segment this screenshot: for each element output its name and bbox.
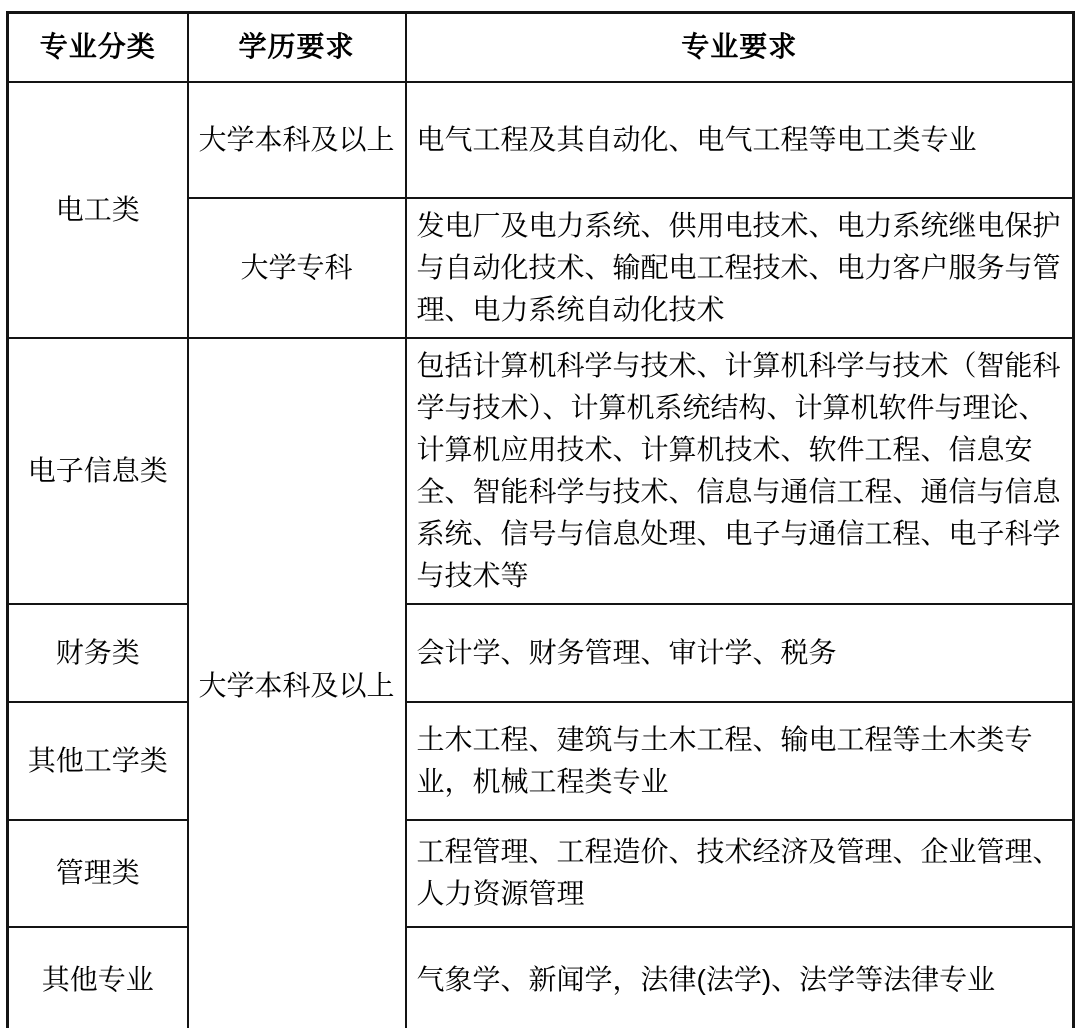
- table-row: [8, 82, 1074, 198]
- table-row: [8, 927, 1074, 1028]
- category-cell-management: 管理类: [8, 820, 188, 927]
- majors-cell-other-engineering: 土木工程、建筑与土木工程、输电工程等土木类专业，机械工程类专业: [406, 702, 1074, 820]
- majors-cell-finance: 会计学、财务管理、审计学、税务: [406, 604, 1074, 702]
- col-header-category: 专业分类: [8, 13, 188, 82]
- col-header-majors: 专业要求: [406, 13, 1074, 82]
- table-row: [8, 702, 1074, 820]
- col-header-education: 学历要求: [188, 13, 406, 82]
- majors-cell-other-majors: 气象学、新闻学，法律(法学)、法学等法律专业: [406, 927, 1074, 1028]
- category-cell-electrical: 电工类: [8, 82, 188, 338]
- category-cell-other-majors: 其他专业: [8, 927, 188, 1028]
- header-row: [8, 13, 1074, 82]
- education-cell-bachelor: 大学本科及以上: [188, 82, 406, 198]
- table-row: [8, 604, 1074, 702]
- majors-cell-electrical-college: 发电厂及电力系统、供用电技术、电力系统继电保护与自动化技术、输配电工程技术、电力客户服务与管理、电力系统自动化技术: [406, 198, 1074, 338]
- category-cell-finance: 财务类: [8, 604, 188, 702]
- education-cell-bachelor-merged: 大学本科及以上: [188, 338, 406, 1028]
- majors-cell-electronic-info: 包括计算机科学与技术、计算机科学与技术（智能科学与技术）、计算机系统结构、计算机软件与理论、计算机应用技术、计算机技术、软件工程、信息安全、智能科学与技术、信息与通信工程、通信与信息系统、信号与信息处理、电子与通信工程、电子科学与技术等: [406, 338, 1074, 604]
- majors-cell-management: 工程管理、工程造价、技术经济及管理、企业管理、人力资源管理: [406, 820, 1074, 927]
- education-cell-college: 大学专科: [188, 198, 406, 338]
- table-row: [8, 820, 1074, 927]
- table-row: [8, 338, 1074, 604]
- majors-cell-electrical-bachelor: 电气工程及其自动化、电气工程等电工类专业: [406, 82, 1074, 198]
- category-cell-other-engineering: 其他工学类: [8, 702, 188, 820]
- category-cell-electronic-info: 电子信息类: [8, 338, 188, 604]
- requirements-table: [6, 11, 1075, 1028]
